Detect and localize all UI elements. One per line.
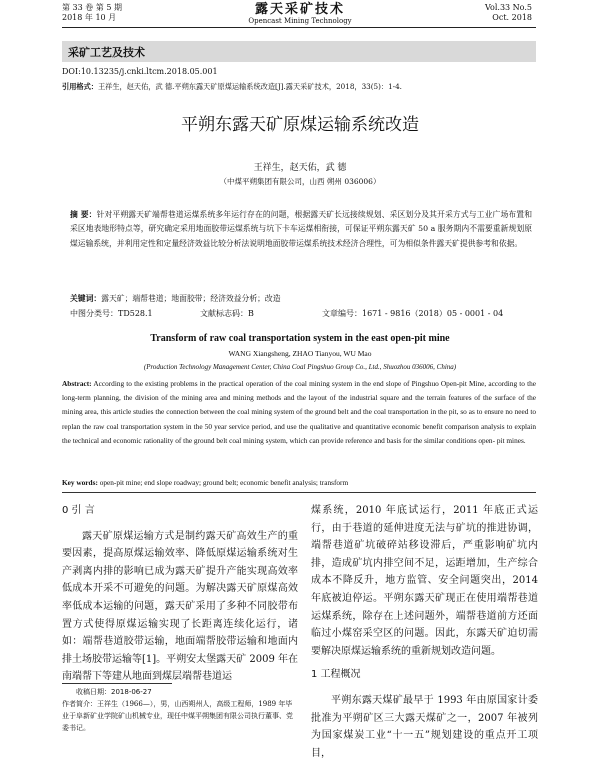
header-date-cn: 2018 年 10 月 xyxy=(62,13,117,22)
body-right-column xyxy=(311,502,538,762)
paper-affiliation: （中煤平朔集团有限公司，山西 朔州 036006） xyxy=(219,177,381,186)
english-keywords-label: Key words: xyxy=(62,478,98,487)
journal-title-en: Opencast Mining Technology xyxy=(248,17,352,25)
paper-authors: 王祥生，赵天佑，武 德 xyxy=(253,163,347,173)
header-volume-cn: 第 33 卷 第 5 期 xyxy=(62,3,122,12)
citation-label: 引用格式： xyxy=(62,82,98,91)
citation-text: 王祥生，赵天佑，武 德.平朔东露天矿原煤运输系统改造[J].露天采矿技术，2018，33(5)：1-4. xyxy=(97,82,402,91)
keywords-cn-label: 关键词： xyxy=(70,294,102,303)
abstract-cn-label: 摘 要： xyxy=(70,210,97,219)
abstract-rule xyxy=(62,492,536,493)
paper-title: 平朔东露天矿原煤运输系统改造 xyxy=(181,115,419,135)
received-date: 收稿日期：2018-06-27 xyxy=(76,688,152,696)
section-0-text: 露天矿原煤运输方式是制约露天矿高效生产的重要因素，提高原煤运输效率、降低原煤运输系统对生产剥离内排的影响已成为露天矿提升产能实现高效率低成本开采不可避免的问题。为解决露天矿原煤高效率低成本运输的问题，露天矿采用了多种不同胶带布置方式使得原煤运输实现了长距离连续化运行，诸如：端帮巷道胶带运输，地面端帮胶带运输和地面内排土场胶带运输等[1]。平朔安太堡露天矿 2009 年在南端帮下等建从地面到煤层端帮巷道运 xyxy=(62,530,298,683)
body-left-column xyxy=(62,502,298,686)
header-date-en: Oct. 2018 xyxy=(492,13,532,22)
abstract-cn xyxy=(70,208,532,251)
author-bio: 作者简介：王祥生（1966—），男，山西朔州人，高级工程师，1989 年毕业于阜新矿业学院矿山机械专业，现任中煤平朔集团有限公司执行董事、党委书记。 xyxy=(62,700,293,732)
section-1-text: 平朔东露天煤矿最早于 1993 年由原国家计委批准为平朔矿区三大露天煤矿之一，2007 年被列为国家煤炭工业“十一五”规划建设的重点开工项目， xyxy=(311,694,538,759)
section-1-heading: 1 工程概况 xyxy=(311,669,361,681)
doi: DOI:10.13235/j.cnki.ltcm.2018.05.001 xyxy=(62,67,218,76)
citation xyxy=(62,82,542,92)
header-rule xyxy=(62,27,536,28)
footnote-rule xyxy=(62,683,172,684)
footnote xyxy=(62,686,298,734)
english-title: Transform of raw coal transportation system in the east open-pit mine xyxy=(150,333,450,344)
header-volume-en: Vol.33 No.5 xyxy=(485,3,532,12)
section-label: 采矿工艺及技术 xyxy=(68,46,145,59)
section-banner xyxy=(62,41,536,62)
abstract-cn-text: 针对平朔露天矿端帮巷道运煤系统多年运行存在的问题，根据露天矿长远接续规划、采区划分及其开采方式与工业广场布置和采区地表地形特点等，研究确定采用地面胶带运煤系统与坑下卡车运煤相衔接，可保证平朔东露天矿 50 a 服务期内不需要重新规划原煤运输系统，并利用定性和定量经济效益比较分析法说明地面胶带运煤系统技术经济合理性，可为相似条件露天矿提供参考和依据。 xyxy=(70,210,532,248)
english-keywords xyxy=(62,478,536,487)
article-number: 文章编号：1671 - 9816（2018）05 - 0001 - 04 xyxy=(322,309,504,318)
english-affiliation: (Production Technology Management Center, China Coal Pingshuo Group Co., Ltd., Shuozhou 036006, China) xyxy=(143,363,457,371)
english-authors: WANG Xiangsheng, ZHAO Tianyou, WU Mao xyxy=(228,349,372,358)
keywords-cn-text: 露天矿；端帮巷道；地面胶带；经济效益分析；改造 xyxy=(101,294,281,303)
doc-code: 文献标志码：B xyxy=(200,309,254,318)
clc-number: 中图分类号：TD528.1 xyxy=(70,309,153,318)
english-abstract-label: Abstract: xyxy=(62,379,92,388)
section-0-heading: 0 引 言 xyxy=(62,505,95,516)
journal-title-cn: 露天采矿技术 xyxy=(254,2,345,17)
header-right xyxy=(485,3,532,23)
right-column-continuation: 煤系统，2010 年底试运行，2011 年底正式运行，由于巷道的延伸进度无法与矿坑的推进协调，端帮巷道矿坑破碎站移设滞后，严重影响矿坑内排，造成矿坑内排空间不足，运距增加，生产综合成本不降反升，地方监管、安全问题突出，2014 年底被迫停运。平朔东露天矿现正在使用端帮巷道运煤系统，除存在上述问题外，端帮巷道前方还面临过小煤窑采空区的问题。因此，东露天矿迫切需要解决原煤运输系统的重新规划改造问题。 xyxy=(311,505,538,657)
english-abstract-text: According to the existing problems in the practical operation of the coal mining system in the end slope of Pingshuo Open-pit Mine, according to the long-term planning, the division of the mining area and mining methods and the layout of the industrial square and the terrain features of the surface of the mining area, this article studies the connection between the coal mining system of the ground belt and the coal transportation in the pit, so as to ensure no need to replan the raw coal transportation system in the 50 year service period, and use the qualitative and quantitative economic benefit comparison analysis to explain the technical and economic rationality of the ground belt coal mining system, which can provide reference and basis for the similar conditions open- pit mines. xyxy=(62,379,536,445)
english-keywords-text: open-pit mine; end slope roadway; ground belt; economic benefit analysis; transform xyxy=(99,478,349,487)
english-abstract xyxy=(62,377,536,448)
keywords-cn xyxy=(70,293,281,304)
